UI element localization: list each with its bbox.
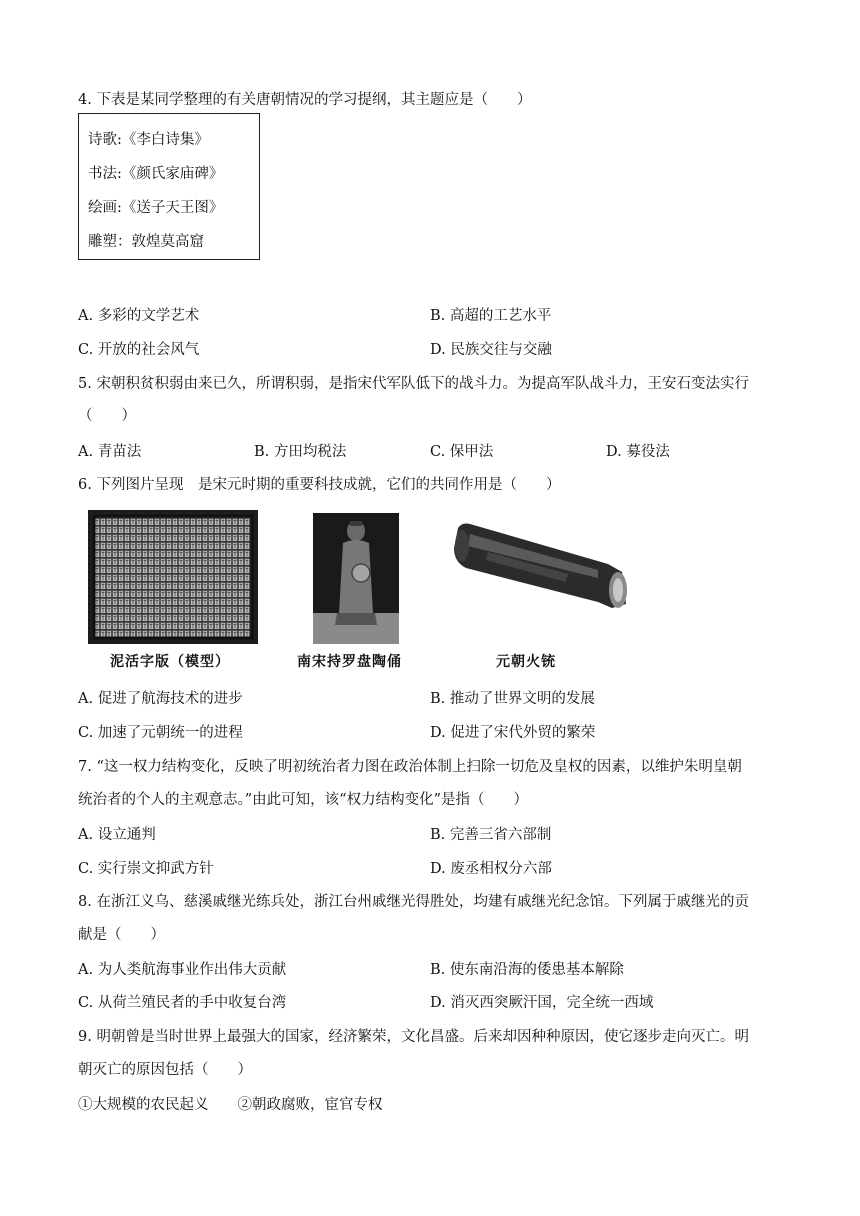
q7-option-c: C. 实行崇文抑武方针 bbox=[78, 861, 214, 877]
q6-option-d: D. 促进了宋代外贸的繁荣 bbox=[430, 725, 596, 741]
q7-stem-line2: 统治者的个人的主观意志。”由此可知，该“权力结构变化”是指（ ） bbox=[78, 792, 528, 808]
q4-stem: 4. 下表是某同学整理的有关唐朝情况的学习提纲，其主题应是（ ） bbox=[78, 92, 532, 108]
q6-option-a: A. 促进了航海技术的进步 bbox=[78, 691, 243, 707]
q8-option-a: A. 为人类航海事业作出伟大贡献 bbox=[78, 962, 287, 978]
caption-hand-cannon: 元朝火铳 bbox=[496, 654, 556, 670]
q4-option-b: B. 高超的工艺水平 bbox=[430, 308, 552, 324]
q5-stem-line2: （ ） bbox=[78, 408, 136, 424]
q9-stem-line1: 9. 明朝曾是当时世界上最强大的国家，经济繁荣，文化昌盛。后来却因种种原因，使它逐步走向灭亡。明 bbox=[78, 1029, 749, 1045]
caption-movable-type: 泥活字版（模型） bbox=[110, 654, 230, 670]
q5-option-a: A. 青苗法 bbox=[78, 444, 142, 460]
q9-items: ①大规模的农民起义 ②朝政腐败，宦官专权 bbox=[78, 1097, 383, 1113]
movable-type-plate-image bbox=[88, 510, 258, 644]
q4-table-row-sculpture: 雕塑：敦煌莫高窟 bbox=[88, 234, 204, 250]
q5-option-c: C. 保甲法 bbox=[430, 444, 494, 460]
q6-stem: 6. 下列图片呈现 是宋元时期的重要科技成就，它们的共同作用是（ ） bbox=[78, 477, 561, 493]
q8-stem-line1: 8. 在浙江义乌、慈溪戚继光练兵处，浙江台州戚继光得胜处，均建有戚继光纪念馆。下列属于戚继光的贡 bbox=[78, 894, 749, 910]
q4-option-d: D. 民族交往与交融 bbox=[430, 342, 552, 358]
q6-option-c: C. 加速了元朝统一的进程 bbox=[78, 725, 243, 741]
hand-cannon-image bbox=[448, 518, 638, 618]
q8-option-d: D. 消灭西突厥汗国，完全统一西域 bbox=[430, 995, 654, 1011]
q8-stem-line2: 献是（ ） bbox=[78, 927, 165, 943]
q7-stem-line1: 7. “这一权力结构变化，反映了明初统治者力图在政治体制上扫除一切危及皇权的因素，以维护朱明皇朝 bbox=[78, 759, 742, 775]
q6-option-b: B. 推动了世界文明的发展 bbox=[430, 691, 595, 707]
q5-stem-line1: 5. 宋朝积贫积弱由来已久，所谓积弱，是指宋代军队低下的战斗力。为提高军队战斗力，王安石变法实行 bbox=[78, 376, 749, 392]
q4-option-c: C. 开放的社会风气 bbox=[78, 342, 200, 358]
q4-table-row-calligraphy: 书法:《颜氏家庙碑》 bbox=[88, 166, 224, 182]
q5-option-d: D. 募役法 bbox=[606, 444, 670, 460]
q5-option-b: B. 方田均税法 bbox=[254, 444, 347, 460]
q8-option-c: C. 从荷兰殖民者的手中收复台湾 bbox=[78, 995, 287, 1011]
q7-option-b: B. 完善三省六部制 bbox=[430, 827, 552, 843]
caption-compass-figurine: 南宋持罗盘陶俑 bbox=[297, 654, 402, 670]
q7-option-a: A. 设立通判 bbox=[78, 827, 156, 843]
q4-table-row-poetry: 诗歌:《李白诗集》 bbox=[88, 132, 209, 148]
q7-option-d: D. 废丞相权分六部 bbox=[430, 861, 552, 877]
compass-figurine-image bbox=[313, 513, 399, 644]
q4-option-a: A. 多彩的文学艺术 bbox=[78, 308, 200, 324]
q8-option-b: B. 使东南沿海的倭患基本解除 bbox=[430, 962, 624, 978]
q9-stem-line2: 朝灭亡的原因包括（ ） bbox=[78, 1062, 252, 1078]
q4-table-row-painting: 绘画:《送子天王图》 bbox=[88, 200, 224, 216]
